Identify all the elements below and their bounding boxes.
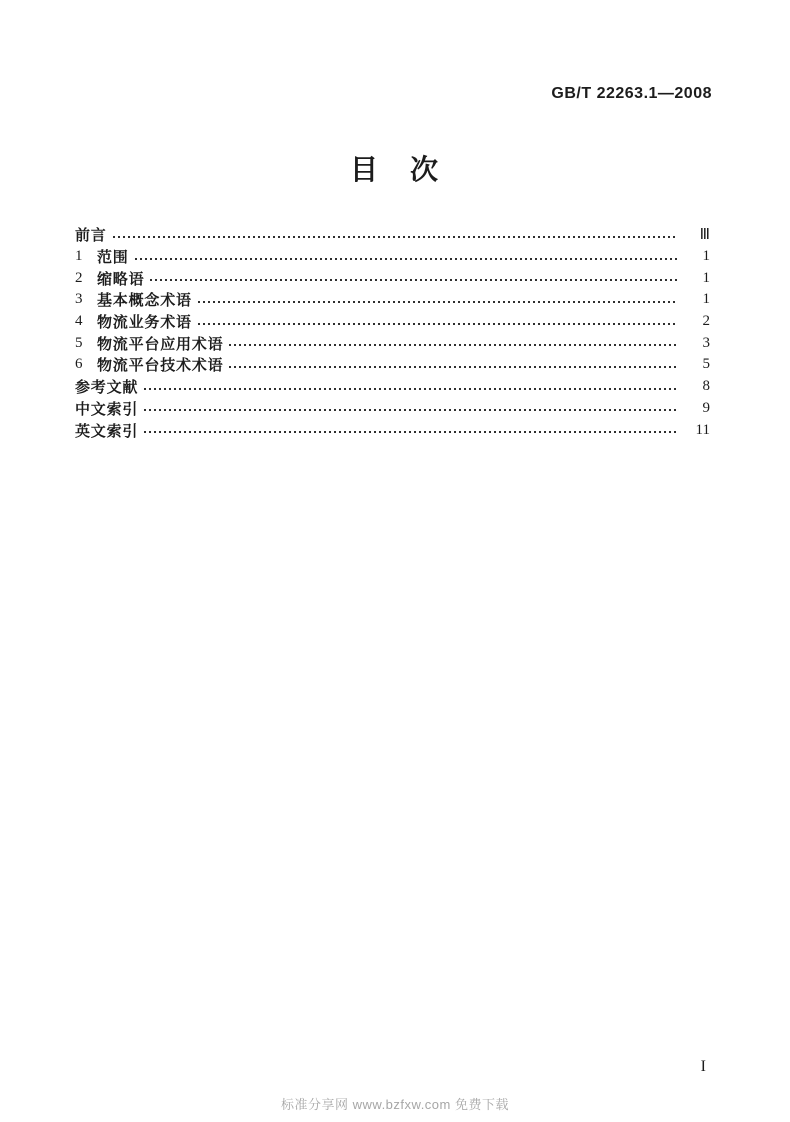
toc-entry: [75, 267, 710, 289]
dot-leader-icon: [135, 258, 678, 260]
toc-entry-label: 中文索引: [75, 400, 139, 418]
toc-entry-page: 2: [702, 313, 710, 330]
toc-entry: [75, 224, 710, 246]
toc-entry-page: 1: [702, 291, 710, 308]
toc-entry-label: 基本概念术语: [97, 292, 192, 310]
toc-entry-page: 1: [702, 269, 710, 286]
toc-entry-page: Ⅲ: [699, 227, 710, 244]
watermark-text: 标准分享网 www.bzfxw.com 免费下载: [281, 1097, 509, 1112]
toc-entry-label: 物流平台技术术语: [97, 357, 224, 375]
toc-entry: [75, 332, 710, 354]
dot-leader-icon: [198, 323, 678, 325]
toc-entry: [75, 246, 710, 268]
dot-leader-icon: [229, 366, 678, 368]
dot-leader-icon: [229, 344, 678, 346]
toc-entry: [75, 419, 710, 441]
toc-entry-page: 9: [702, 399, 710, 416]
dot-leader-icon: [198, 301, 678, 303]
toc-entry-page: 3: [702, 334, 710, 351]
toc-entry-page: 5: [702, 356, 710, 373]
toc-entry-label: 范围: [97, 249, 129, 267]
toc-entry-number: 5: [75, 334, 83, 351]
toc-entry: [75, 354, 710, 376]
toc-entry: [75, 376, 710, 398]
dot-leader-icon: [150, 279, 678, 281]
toc-entry-number: 3: [75, 291, 83, 308]
dot-leader-icon: [144, 431, 678, 433]
standard-number: GB/T 22263.1—2008: [551, 85, 712, 102]
toc-entry-label: 物流平台应用术语: [97, 335, 224, 353]
toc-entry-label: 前言: [75, 227, 107, 245]
page-title: 目 次: [349, 154, 440, 185]
toc-entry: [75, 398, 710, 420]
toc-entry-page: 8: [702, 378, 710, 395]
toc-entry-page: 1: [702, 248, 710, 265]
toc-entry: [75, 311, 710, 333]
toc-entry-page: 11: [695, 421, 710, 438]
dot-leader-icon: [144, 409, 678, 411]
toc-entry-label: 物流业务术语: [97, 314, 192, 332]
toc-entry: [75, 289, 710, 311]
toc-entry-number: 4: [75, 313, 83, 330]
toc-entry-number: 6: [75, 356, 83, 373]
toc-entry-number: 2: [75, 269, 83, 286]
toc-list: [75, 224, 710, 441]
toc-entry-label: 参考文献: [75, 379, 139, 397]
dot-leader-icon: [144, 388, 678, 390]
footer-page-number: I: [700, 1058, 706, 1075]
dot-leader-icon: [113, 236, 678, 238]
toc-entry-label: 英文索引: [75, 422, 139, 440]
toc-entry-number: 1: [75, 248, 83, 265]
toc-entry-label: 缩略语: [97, 270, 145, 288]
